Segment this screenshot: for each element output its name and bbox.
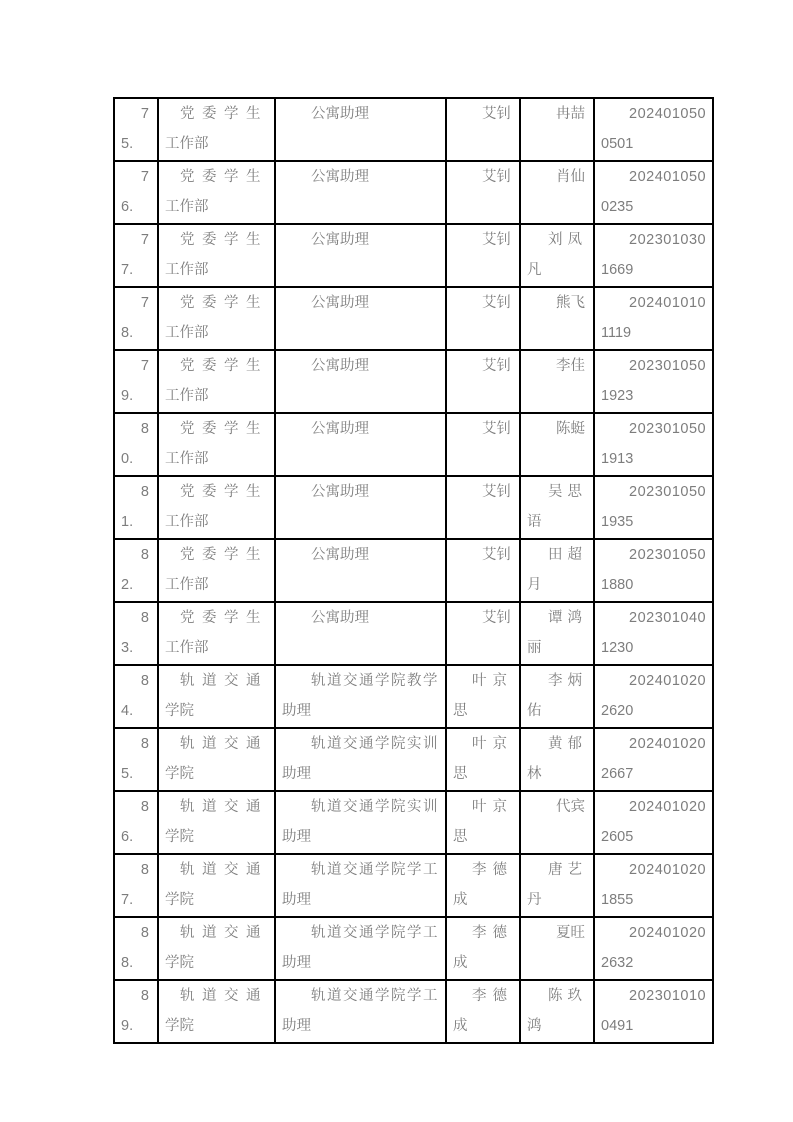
- cell-line: 公寓助理: [311, 106, 369, 122]
- cell-line: 9.: [121, 1017, 134, 1034]
- cell-line: 轨道交通: [180, 673, 268, 689]
- cell-line: 1855: [601, 891, 634, 908]
- student-id-cell: [594, 602, 713, 665]
- cell-line: 0501: [601, 135, 634, 152]
- cell-line: 助理: [282, 828, 311, 845]
- cell-line: 艾钊: [482, 358, 511, 374]
- department-cell: [158, 665, 275, 728]
- table-row: [114, 161, 713, 224]
- table-row: [114, 413, 713, 476]
- cell-line: 李佳: [556, 358, 585, 374]
- row-index-cell: [114, 413, 158, 476]
- department-cell: [158, 413, 275, 476]
- position-cell: [275, 539, 446, 602]
- student-name-cell: [520, 665, 594, 728]
- student-name-cell: [520, 476, 594, 539]
- student-name-cell: [520, 602, 594, 665]
- cell-line: 陈玖: [548, 988, 587, 1004]
- table-row: [114, 665, 713, 728]
- advisor-cell: [446, 98, 520, 161]
- cell-line: 公寓助理: [311, 421, 369, 437]
- cell-line: 202401020: [629, 925, 707, 941]
- student-id-cell: [594, 980, 713, 1043]
- cell-line: 党委学生: [180, 547, 268, 563]
- student-id-cell: [594, 413, 713, 476]
- cell-line: 丹: [527, 891, 542, 908]
- row-index-cell: [114, 476, 158, 539]
- advisor-cell: [446, 665, 520, 728]
- department-cell: [158, 287, 275, 350]
- cell-line: 7: [140, 106, 149, 122]
- department-cell: [158, 476, 275, 539]
- cell-line: 8: [140, 925, 149, 941]
- student-name-cell: [520, 980, 594, 1043]
- cell-line: 0491: [601, 1017, 634, 1034]
- student-name-cell: [520, 161, 594, 224]
- cell-line: 8: [140, 862, 149, 878]
- cell-line: 轨道交通学院学工: [311, 862, 439, 878]
- cell-line: 202301050: [629, 421, 707, 437]
- cell-line: 工作部: [165, 387, 209, 404]
- advisor-cell: [446, 413, 520, 476]
- position-cell: [275, 980, 446, 1043]
- position-cell: [275, 287, 446, 350]
- cell-line: 成: [453, 1017, 468, 1034]
- cell-line: 8: [140, 673, 149, 689]
- position-cell: [275, 224, 446, 287]
- department-cell: [158, 161, 275, 224]
- cell-line: 李德: [472, 988, 513, 1004]
- cell-line: 冉喆: [556, 106, 585, 122]
- cell-line: 学院: [165, 765, 194, 782]
- position-cell: [275, 728, 446, 791]
- row-index-cell: [114, 917, 158, 980]
- advisor-cell: [446, 980, 520, 1043]
- cell-line: 8: [140, 547, 149, 563]
- advisor-cell: [446, 791, 520, 854]
- cell-line: 2632: [601, 954, 634, 971]
- cell-line: 助理: [282, 891, 311, 908]
- advisor-cell: [446, 602, 520, 665]
- cell-line: 刘凤: [548, 232, 587, 248]
- position-cell: [275, 917, 446, 980]
- cell-line: 8.: [121, 954, 134, 971]
- student-name-cell: [520, 539, 594, 602]
- cell-line: 公寓助理: [311, 358, 369, 374]
- cell-line: 工作部: [165, 198, 209, 215]
- department-cell: [158, 98, 275, 161]
- cell-line: 1230: [601, 639, 634, 656]
- cell-line: 黄郁: [548, 736, 587, 752]
- cell-line: 熊飞: [556, 295, 585, 311]
- cell-line: 学院: [165, 702, 194, 719]
- department-cell: [158, 791, 275, 854]
- cell-line: 202401020: [629, 862, 707, 878]
- student-name-cell: [520, 98, 594, 161]
- cell-line: 202401010: [629, 295, 707, 311]
- cell-line: 1119: [601, 324, 632, 341]
- cell-line: 工作部: [165, 576, 209, 593]
- cell-line: 轨道交通: [180, 988, 268, 1004]
- cell-line: 田超: [548, 547, 587, 563]
- row-index-cell: [114, 728, 158, 791]
- cell-line: 1669: [601, 261, 634, 278]
- position-cell: [275, 98, 446, 161]
- cell-line: 叶京: [472, 736, 513, 752]
- cell-line: 成: [453, 891, 468, 908]
- advisor-cell: [446, 161, 520, 224]
- cell-line: 1923: [601, 387, 634, 404]
- department-cell: [158, 602, 275, 665]
- student-name-cell: [520, 287, 594, 350]
- position-cell: [275, 665, 446, 728]
- cell-line: 9.: [121, 387, 134, 404]
- cell-line: 助理: [282, 1017, 311, 1034]
- cell-line: 8: [140, 610, 149, 626]
- cell-line: 202301040: [629, 610, 707, 626]
- department-cell: [158, 980, 275, 1043]
- cell-line: 7: [140, 232, 149, 248]
- cell-line: 202301050: [629, 358, 707, 374]
- row-index-cell: [114, 161, 158, 224]
- cell-line: 公寓助理: [311, 547, 369, 563]
- cell-line: 工作部: [165, 639, 209, 656]
- cell-line: 语: [527, 513, 542, 530]
- cell-line: 艾钊: [482, 421, 511, 437]
- table-row: [114, 791, 713, 854]
- advisor-cell: [446, 917, 520, 980]
- cell-line: 公寓助理: [311, 169, 369, 185]
- cell-line: 7: [140, 169, 149, 185]
- position-cell: [275, 413, 446, 476]
- student-id-cell: [594, 728, 713, 791]
- advisor-cell: [446, 539, 520, 602]
- department-cell: [158, 224, 275, 287]
- student-id-cell: [594, 791, 713, 854]
- cell-line: 党委学生: [180, 106, 268, 122]
- cell-line: 党委学生: [180, 358, 268, 374]
- table-row: [114, 350, 713, 413]
- cell-line: 7.: [121, 261, 134, 278]
- cell-line: 党委学生: [180, 610, 268, 626]
- cell-line: 党委学生: [180, 421, 268, 437]
- cell-line: 202301030: [629, 232, 707, 248]
- row-index-cell: [114, 350, 158, 413]
- student-name-cell: [520, 413, 594, 476]
- roster-table: [113, 97, 714, 1044]
- cell-line: 夏旺: [556, 925, 585, 941]
- table-row: [114, 980, 713, 1043]
- cell-line: 唐艺: [548, 862, 587, 878]
- cell-line: 202401050: [629, 169, 707, 185]
- table-row: [114, 476, 713, 539]
- department-cell: [158, 728, 275, 791]
- cell-line: 思: [453, 828, 468, 845]
- row-index-cell: [114, 602, 158, 665]
- cell-line: 工作部: [165, 261, 209, 278]
- cell-line: 李德: [472, 925, 513, 941]
- cell-line: 吴思: [548, 484, 587, 500]
- row-index-cell: [114, 980, 158, 1043]
- cell-line: 叶京: [472, 799, 513, 815]
- student-id-cell: [594, 350, 713, 413]
- cell-line: 公寓助理: [311, 484, 369, 500]
- table-row: [114, 602, 713, 665]
- cell-line: 轨道交通学院教学: [311, 673, 439, 689]
- cell-line: 6.: [121, 828, 134, 845]
- row-index-cell: [114, 224, 158, 287]
- cell-line: 助理: [282, 765, 311, 782]
- cell-line: 公寓助理: [311, 610, 369, 626]
- cell-line: 丽: [527, 639, 542, 656]
- cell-line: 工作部: [165, 513, 209, 530]
- student-id-cell: [594, 98, 713, 161]
- student-id-cell: [594, 224, 713, 287]
- cell-line: 8: [140, 421, 149, 437]
- cell-line: 2.: [121, 576, 134, 593]
- cell-line: 1913: [601, 450, 634, 467]
- row-index-cell: [114, 854, 158, 917]
- cell-line: 陈蜓: [556, 421, 585, 437]
- cell-line: 思: [453, 765, 468, 782]
- table-row: [114, 98, 713, 161]
- cell-line: 4.: [121, 702, 134, 719]
- student-name-cell: [520, 854, 594, 917]
- cell-line: 6.: [121, 198, 134, 215]
- cell-line: 月: [527, 576, 542, 593]
- cell-line: 助理: [282, 702, 311, 719]
- department-cell: [158, 350, 275, 413]
- table-row: [114, 287, 713, 350]
- cell-line: 成: [453, 954, 468, 971]
- cell-line: 李炳: [548, 673, 587, 689]
- cell-line: 学院: [165, 828, 194, 845]
- cell-line: 党委学生: [180, 169, 268, 185]
- position-cell: [275, 602, 446, 665]
- cell-line: 党委学生: [180, 232, 268, 248]
- cell-line: 202401050: [629, 106, 707, 122]
- cell-line: 3.: [121, 639, 134, 656]
- cell-line: 谭鸿: [548, 610, 587, 626]
- department-cell: [158, 539, 275, 602]
- advisor-cell: [446, 287, 520, 350]
- cell-line: 工作部: [165, 450, 209, 467]
- cell-line: 202301010: [629, 988, 707, 1004]
- cell-line: 轨道交通学院实训: [311, 799, 439, 815]
- cell-line: 艾钊: [482, 169, 511, 185]
- table-row: [114, 728, 713, 791]
- cell-line: 艾钊: [482, 106, 511, 122]
- cell-line: 轨道交通: [180, 862, 268, 878]
- advisor-cell: [446, 476, 520, 539]
- position-cell: [275, 854, 446, 917]
- table-row: [114, 854, 713, 917]
- cell-line: 0235: [601, 198, 634, 215]
- row-index-cell: [114, 539, 158, 602]
- advisor-cell: [446, 224, 520, 287]
- student-id-cell: [594, 161, 713, 224]
- cell-line: 李德: [472, 862, 513, 878]
- position-cell: [275, 161, 446, 224]
- cell-line: 轨道交通学院学工: [311, 988, 439, 1004]
- cell-line: 工作部: [165, 324, 209, 341]
- cell-line: 7: [140, 358, 149, 374]
- row-index-cell: [114, 98, 158, 161]
- cell-line: 5.: [121, 765, 134, 782]
- cell-line: 8: [140, 736, 149, 752]
- cell-line: 2620: [601, 702, 634, 719]
- student-name-cell: [520, 224, 594, 287]
- row-index-cell: [114, 287, 158, 350]
- cell-line: 1.: [121, 513, 134, 530]
- cell-line: 工作部: [165, 135, 209, 152]
- student-name-cell: [520, 791, 594, 854]
- cell-line: 艾钊: [482, 610, 511, 626]
- cell-line: 8: [140, 484, 149, 500]
- advisor-cell: [446, 854, 520, 917]
- cell-line: 5.: [121, 135, 134, 152]
- table-row: [114, 224, 713, 287]
- cell-line: 轨道交通: [180, 736, 268, 752]
- student-name-cell: [520, 917, 594, 980]
- cell-line: 助理: [282, 954, 311, 971]
- cell-line: 202301050: [629, 484, 707, 500]
- cell-line: 叶京: [472, 673, 513, 689]
- cell-line: 202401020: [629, 736, 707, 752]
- cell-line: 2605: [601, 828, 634, 845]
- cell-line: 艾钊: [482, 232, 511, 248]
- advisor-cell: [446, 728, 520, 791]
- cell-line: 代宾: [556, 799, 585, 815]
- position-cell: [275, 791, 446, 854]
- student-name-cell: [520, 728, 594, 791]
- cell-line: 艾钊: [482, 484, 511, 500]
- row-index-cell: [114, 665, 158, 728]
- cell-line: 肖仙: [556, 169, 585, 185]
- cell-line: 1880: [601, 576, 634, 593]
- advisor-cell: [446, 350, 520, 413]
- cell-line: 2667: [601, 765, 634, 782]
- position-cell: [275, 350, 446, 413]
- cell-line: 艾钊: [482, 295, 511, 311]
- row-index-cell: [114, 791, 158, 854]
- cell-line: 轨道交通学院实训: [311, 736, 439, 752]
- cell-line: 202401020: [629, 799, 707, 815]
- student-id-cell: [594, 287, 713, 350]
- cell-line: 党委学生: [180, 295, 268, 311]
- cell-line: 公寓助理: [311, 232, 369, 248]
- department-cell: [158, 917, 275, 980]
- cell-line: 学院: [165, 954, 194, 971]
- cell-line: 7.: [121, 891, 134, 908]
- student-id-cell: [594, 665, 713, 728]
- cell-line: 7: [140, 295, 149, 311]
- cell-line: 1935: [601, 513, 634, 530]
- cell-line: 轨道交通学院学工: [311, 925, 439, 941]
- table-row: [114, 917, 713, 980]
- cell-line: 8.: [121, 324, 134, 341]
- student-id-cell: [594, 539, 713, 602]
- cell-line: 学院: [165, 891, 194, 908]
- cell-line: 202401020: [629, 673, 707, 689]
- cell-line: 公寓助理: [311, 295, 369, 311]
- cell-line: 鸿: [527, 1017, 542, 1034]
- student-name-cell: [520, 350, 594, 413]
- cell-line: 轨道交通: [180, 799, 268, 815]
- cell-line: 凡: [527, 261, 542, 278]
- department-cell: [158, 854, 275, 917]
- table-row: [114, 539, 713, 602]
- student-id-cell: [594, 917, 713, 980]
- student-id-cell: [594, 476, 713, 539]
- cell-line: 轨道交通: [180, 925, 268, 941]
- cell-line: 党委学生: [180, 484, 268, 500]
- position-cell: [275, 476, 446, 539]
- student-id-cell: [594, 854, 713, 917]
- cell-line: 8: [140, 988, 149, 1004]
- cell-line: 学院: [165, 1017, 194, 1034]
- cell-line: 202301050: [629, 547, 707, 563]
- cell-line: 0.: [121, 450, 134, 467]
- cell-line: 艾钊: [482, 547, 511, 563]
- cell-line: 8: [140, 799, 149, 815]
- cell-line: 佑: [527, 702, 542, 719]
- cell-line: 思: [453, 702, 468, 719]
- cell-line: 林: [527, 765, 542, 782]
